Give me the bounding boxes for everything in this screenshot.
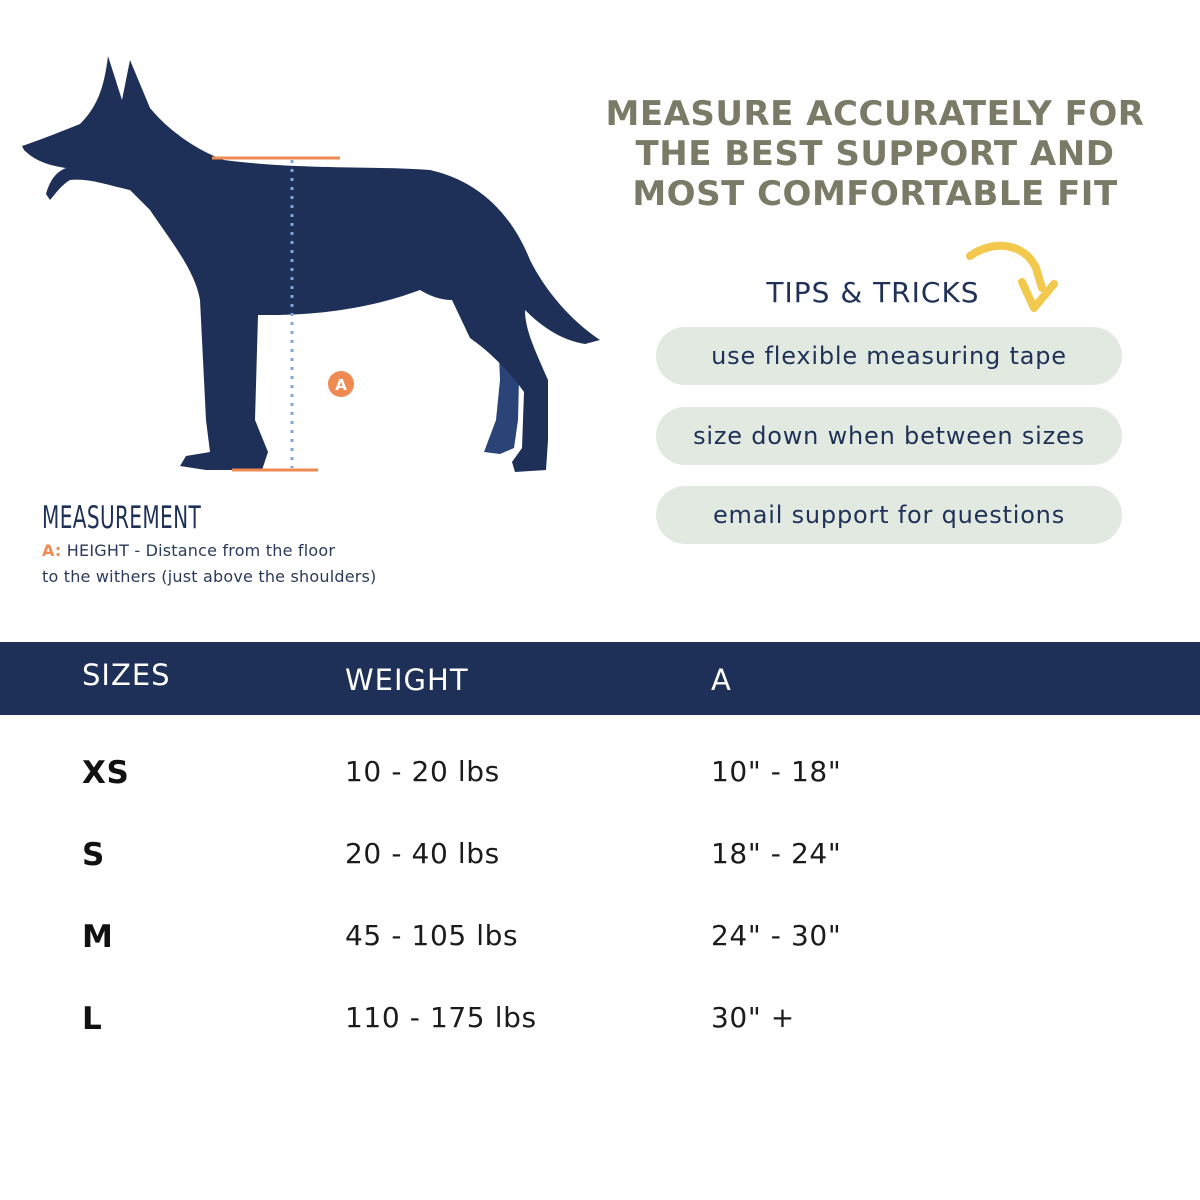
tip-item-flexible-tape: use flexible measuring tape bbox=[656, 327, 1122, 385]
weight-cell: 10 - 20 lbs bbox=[345, 755, 500, 788]
tip-item-size-down: size down when between sizes bbox=[656, 407, 1122, 465]
table-row bbox=[0, 1001, 1200, 1061]
measurement-description-2: to the withers (just above the shoulders) bbox=[42, 567, 377, 586]
weight-cell: 20 - 40 lbs bbox=[345, 837, 500, 870]
weight-cell: 110 - 175 lbs bbox=[345, 1001, 537, 1034]
measurement-title: MEASUREMENT bbox=[42, 500, 202, 536]
headline-line-3: MOST COMFORTABLE FIT bbox=[632, 174, 1118, 214]
table-row bbox=[0, 837, 1200, 897]
curved-arrow-icon bbox=[962, 238, 1062, 318]
measurement-letter: A: bbox=[42, 541, 62, 560]
table-row bbox=[0, 755, 1200, 815]
size-cell: M bbox=[82, 919, 114, 955]
size-cell: S bbox=[82, 837, 105, 873]
header-a: A bbox=[711, 663, 732, 697]
size-cell: XS bbox=[82, 755, 130, 791]
measurement-line-1 bbox=[42, 538, 482, 564]
table-row bbox=[0, 919, 1200, 979]
headline bbox=[560, 94, 1190, 214]
size-table-header bbox=[0, 642, 1200, 715]
measurement-description-1: HEIGHT - Distance from the floor bbox=[66, 541, 336, 560]
header-sizes: SIZES bbox=[82, 658, 171, 692]
tips-title: TIPS & TRICKS bbox=[766, 276, 980, 309]
height-cell: 10" - 18" bbox=[711, 755, 842, 788]
measure-marker-label: A bbox=[335, 376, 347, 394]
height-cell: 30" + bbox=[711, 1001, 795, 1034]
height-cell: 18" - 24" bbox=[711, 837, 842, 870]
weight-cell: 45 - 105 lbs bbox=[345, 919, 519, 952]
header-weight: WEIGHT bbox=[345, 663, 469, 697]
tip-item-email-support: email support for questions bbox=[656, 486, 1122, 544]
headline-line-2: THE BEST SUPPORT AND bbox=[635, 134, 1115, 174]
measurement-caption bbox=[42, 498, 482, 590]
dog-illustration bbox=[0, 0, 620, 500]
headline-line-1: MEASURE ACCURATELY FOR bbox=[605, 94, 1145, 134]
dog-silhouette-icon bbox=[0, 0, 620, 500]
size-cell: L bbox=[82, 1001, 103, 1037]
height-cell: 24" - 30" bbox=[711, 919, 842, 952]
